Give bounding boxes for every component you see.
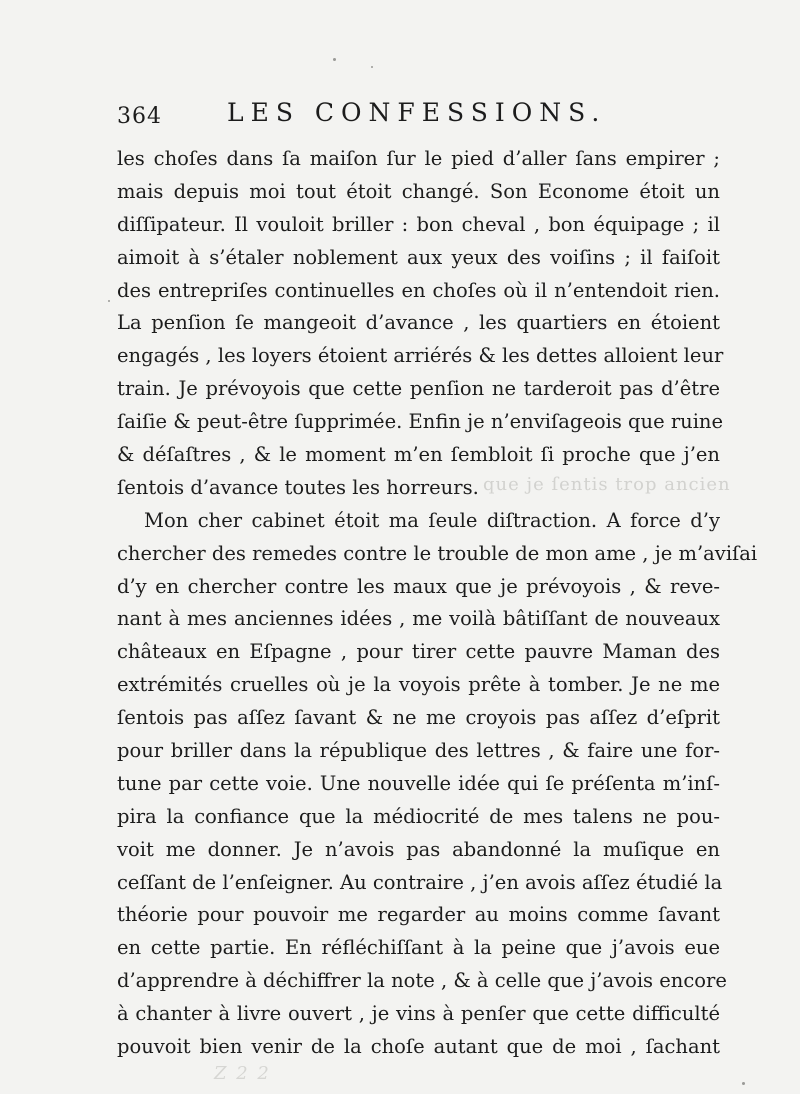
text-line: les choſes dans ſa maiſon ſur le pied d’aller ſans empirer ; — [117, 147, 720, 170]
text-line: d’apprendre à déchiffrer la note , & à celle que j’avois encore — [117, 969, 727, 993]
text-line: engagés , les loyers étoient arriérés & les dettes alloient leur — [117, 344, 724, 368]
text-line: diſſipateur. Il vouloit briller : bon cheval , bon équipage ; il — [117, 212, 720, 236]
text-line: en cette partie. En réfléchiſſant à la peine que j’avois eue — [117, 936, 720, 960]
text-line: aimoit à s’étaler noblement aux yeux des voiſins ; il faiſoit — [117, 245, 720, 269]
text-line: & déſaſtres , & le moment m’en ſembloit ſi proche que j’en — [117, 443, 720, 467]
running-title: LES CONFESSIONS. — [227, 98, 607, 127]
text-line: mais depuis moi tout étoit changé. Son Econome étoit un — [117, 179, 720, 203]
text-line: chercher des remedes contre le trouble de mon ame , je m’aviſai — [117, 541, 758, 565]
text-line: tune par cette voie. Une nouvelle idée qui ſe préſenta m’inſ- — [117, 771, 720, 795]
paragraph-new — [117, 505, 758, 1064]
text-line: d’y en chercher contre les maux que je prévoyois , & reve- — [117, 574, 720, 598]
page-number: 364 — [117, 104, 162, 129]
ink-speck — [742, 1082, 745, 1085]
bottom-mark: Z 2 2 — [214, 1063, 271, 1084]
text-line: pour briller dans la république des lettres , & faire une for- — [117, 739, 720, 763]
text-line: des entrepriſes continuelles en choſes où il n’entendoit rien. — [117, 278, 720, 302]
body-text — [117, 143, 758, 1064]
text-line: châteaux en Eſpagne , pour tirer cette pauvre Maman des — [117, 640, 720, 664]
paragraph-continued — [117, 143, 724, 505]
text-line: nant à mes anciennes idées , me voilà bâtiſſant de nouveaux — [117, 607, 720, 631]
text-line: à chanter à livre ouvert , je vins à penſer que cette difficulté — [117, 1002, 720, 1026]
text-line: La penſion ſe mangeoit d’avance , les quartiers en étoient — [117, 311, 720, 335]
page-header — [117, 98, 717, 134]
text-line: extrémités cruelles où je la voyois prête à tomber. Je ne me — [117, 673, 720, 697]
show-through-text: que je ſentis trop ancien — [483, 474, 731, 495]
ink-speck — [108, 300, 110, 302]
text-line: voit me donner. Je n’avois pas abandonné la muſique en — [117, 837, 720, 861]
ink-speck — [333, 58, 336, 61]
text-line: Mon cher cabinet étoit ma ſeule diſtraction. A force d’y — [144, 508, 720, 532]
text-line: ſentois d’avance toutes les horreurs. — [117, 475, 479, 499]
text-line: ceſſant de l’enſeigner. Au contraire , j’en avois aſſez étudié la — [117, 870, 723, 894]
text-line: pouvoit bien venir de la choſe autant que de moi , ſachant — [117, 1035, 720, 1059]
text-line: théorie pour pouvoir me regarder au moins comme ſavant — [117, 903, 720, 927]
text-line: train. Je prévoyois que cette penſion ne tarderoit pas d’être — [117, 377, 720, 401]
ink-speck — [371, 66, 373, 68]
text-line: ſentois pas aſſez ſavant & ne me croyois pas aſſez d’eſprit — [117, 706, 720, 730]
text-line: pira la confiance que la médiocrité de mes talens ne pou- — [117, 804, 720, 828]
text-line: ſaiſie & peut-être ſupprimée. Enfin je n’enviſageois que ruine — [117, 410, 724, 434]
